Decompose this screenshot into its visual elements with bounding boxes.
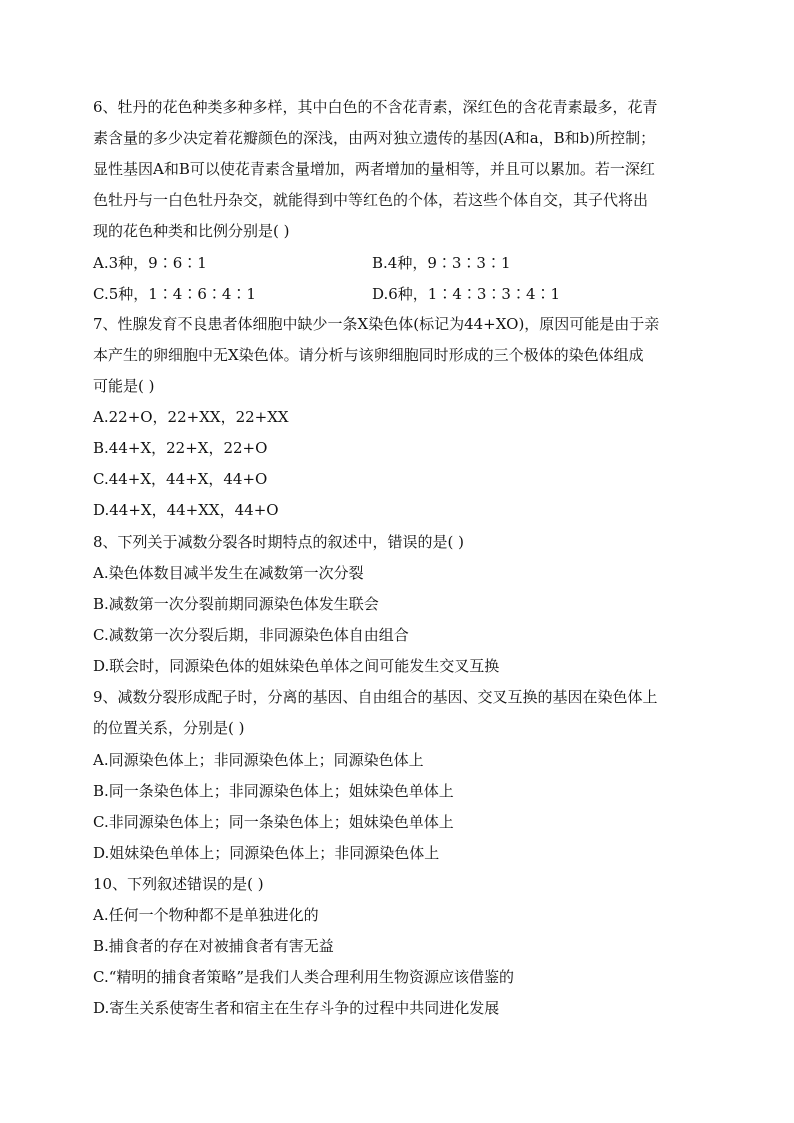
question-8-stem-line-1: 8、下列关于减数分裂各时期特点的叙述中，错误的是( ) [93,533,465,551]
question-9-option-c: C.非同源染色体上；同一条染色体上；姐妹染色单体上 [93,813,454,831]
question-6-option-a: A.3种，9∶6∶1 [93,254,207,272]
question-8-option-b: B.减数第一次分裂前期同源染色体发生联会 [93,595,379,613]
question-6-stem-line-2: 素含量的多少决定着花瓣颜色的深浅，由两对独立遗传的基因(A和a，B和b)所控制； [93,129,656,147]
question-8-option-c: C.减数第一次分裂后期，非同源染色体自由组合 [93,626,409,644]
question-9-option-a: A.同源染色体上；非同源染色体上；同源染色体上 [93,751,424,769]
question-6-stem-line-4: 色牡丹与一白色牡丹杂交，就能得到中等红色的个体，若这些个体自交，其子代将出 [93,191,649,209]
question-9-option-b: B.同一条染色体上；非同源染色体上；姐妹染色单体上 [93,782,454,800]
question-7-option-a: A.22+O，22+XX，22+XX [93,408,289,426]
question-9-option-d: D.姐妹染色单体上；同源染色体上；非同源染色体上 [93,844,440,862]
question-7-stem-line-3: 可能是( ) [93,377,155,395]
question-9-stem-line-1: 9、减数分裂形成配子时，分离的基因、自由组合的基因、交叉互换的基因在染色体上 [93,688,658,706]
question-6-stem-line-3: 显性基因A和B可以使花青素含量增加，两者增加的量相等，并且可以累加。若一深红 [93,160,655,178]
question-8-option-a: A.染色体数目减半发生在减数第一次分裂 [93,564,364,582]
question-7-option-b: B.44+X，22+X，22+O [93,439,268,457]
question-6-option-c: C.5种，1∶4∶6∶4∶1 [93,285,256,303]
question-7-stem-line-1: 7、性腺发育不良患者体细胞中缺少一条X染色体(标记为44+XO)，原因可能是由于亲 [93,315,660,333]
question-6-stem-line-1: 6、牡丹的花色种类多种多样，其中白色的不含花青素，深红色的含花青素最多，花青 [93,98,658,116]
question-7-option-c: C.44+X，44+X，44+O [93,470,268,488]
question-8-option-d: D.联会时，同源染色体的姐妹染色单体之间可能发生交叉互换 [93,657,500,675]
question-10-option-b: B.捕食者的存在对被捕食者有害无益 [93,937,334,955]
question-10-option-c: C.“精明的捕食者策略”是我们人类合理利用生物资源应该借鉴的 [93,968,515,986]
question-6-stem-line-5: 现的花色种类和比例分别是( ) [93,222,290,240]
question-10-option-a: A.任何一个物种都不是单独进化的 [93,906,319,924]
question-7-stem-line-2: 本产生的卵细胞中无X染色体。请分析与该卵细胞同时形成的三个极体的染色体组成 [93,346,644,364]
question-10-option-d: D.寄生关系使寄生者和宿主在生存斗争的过程中共同进化发展 [93,999,500,1017]
question-10-stem-line-1: 10、下列叙述错误的是( ) [93,875,264,893]
question-7-option-d: D.44+X，44+XX，44+O [93,501,279,519]
question-9-stem-line-2: 的位置关系，分别是( ) [93,719,245,737]
question-6-option-b: B.4种，9∶3∶3∶1 [372,254,511,272]
question-6-option-d: D.6种，1∶4∶3∶3∶4∶1 [372,285,561,303]
